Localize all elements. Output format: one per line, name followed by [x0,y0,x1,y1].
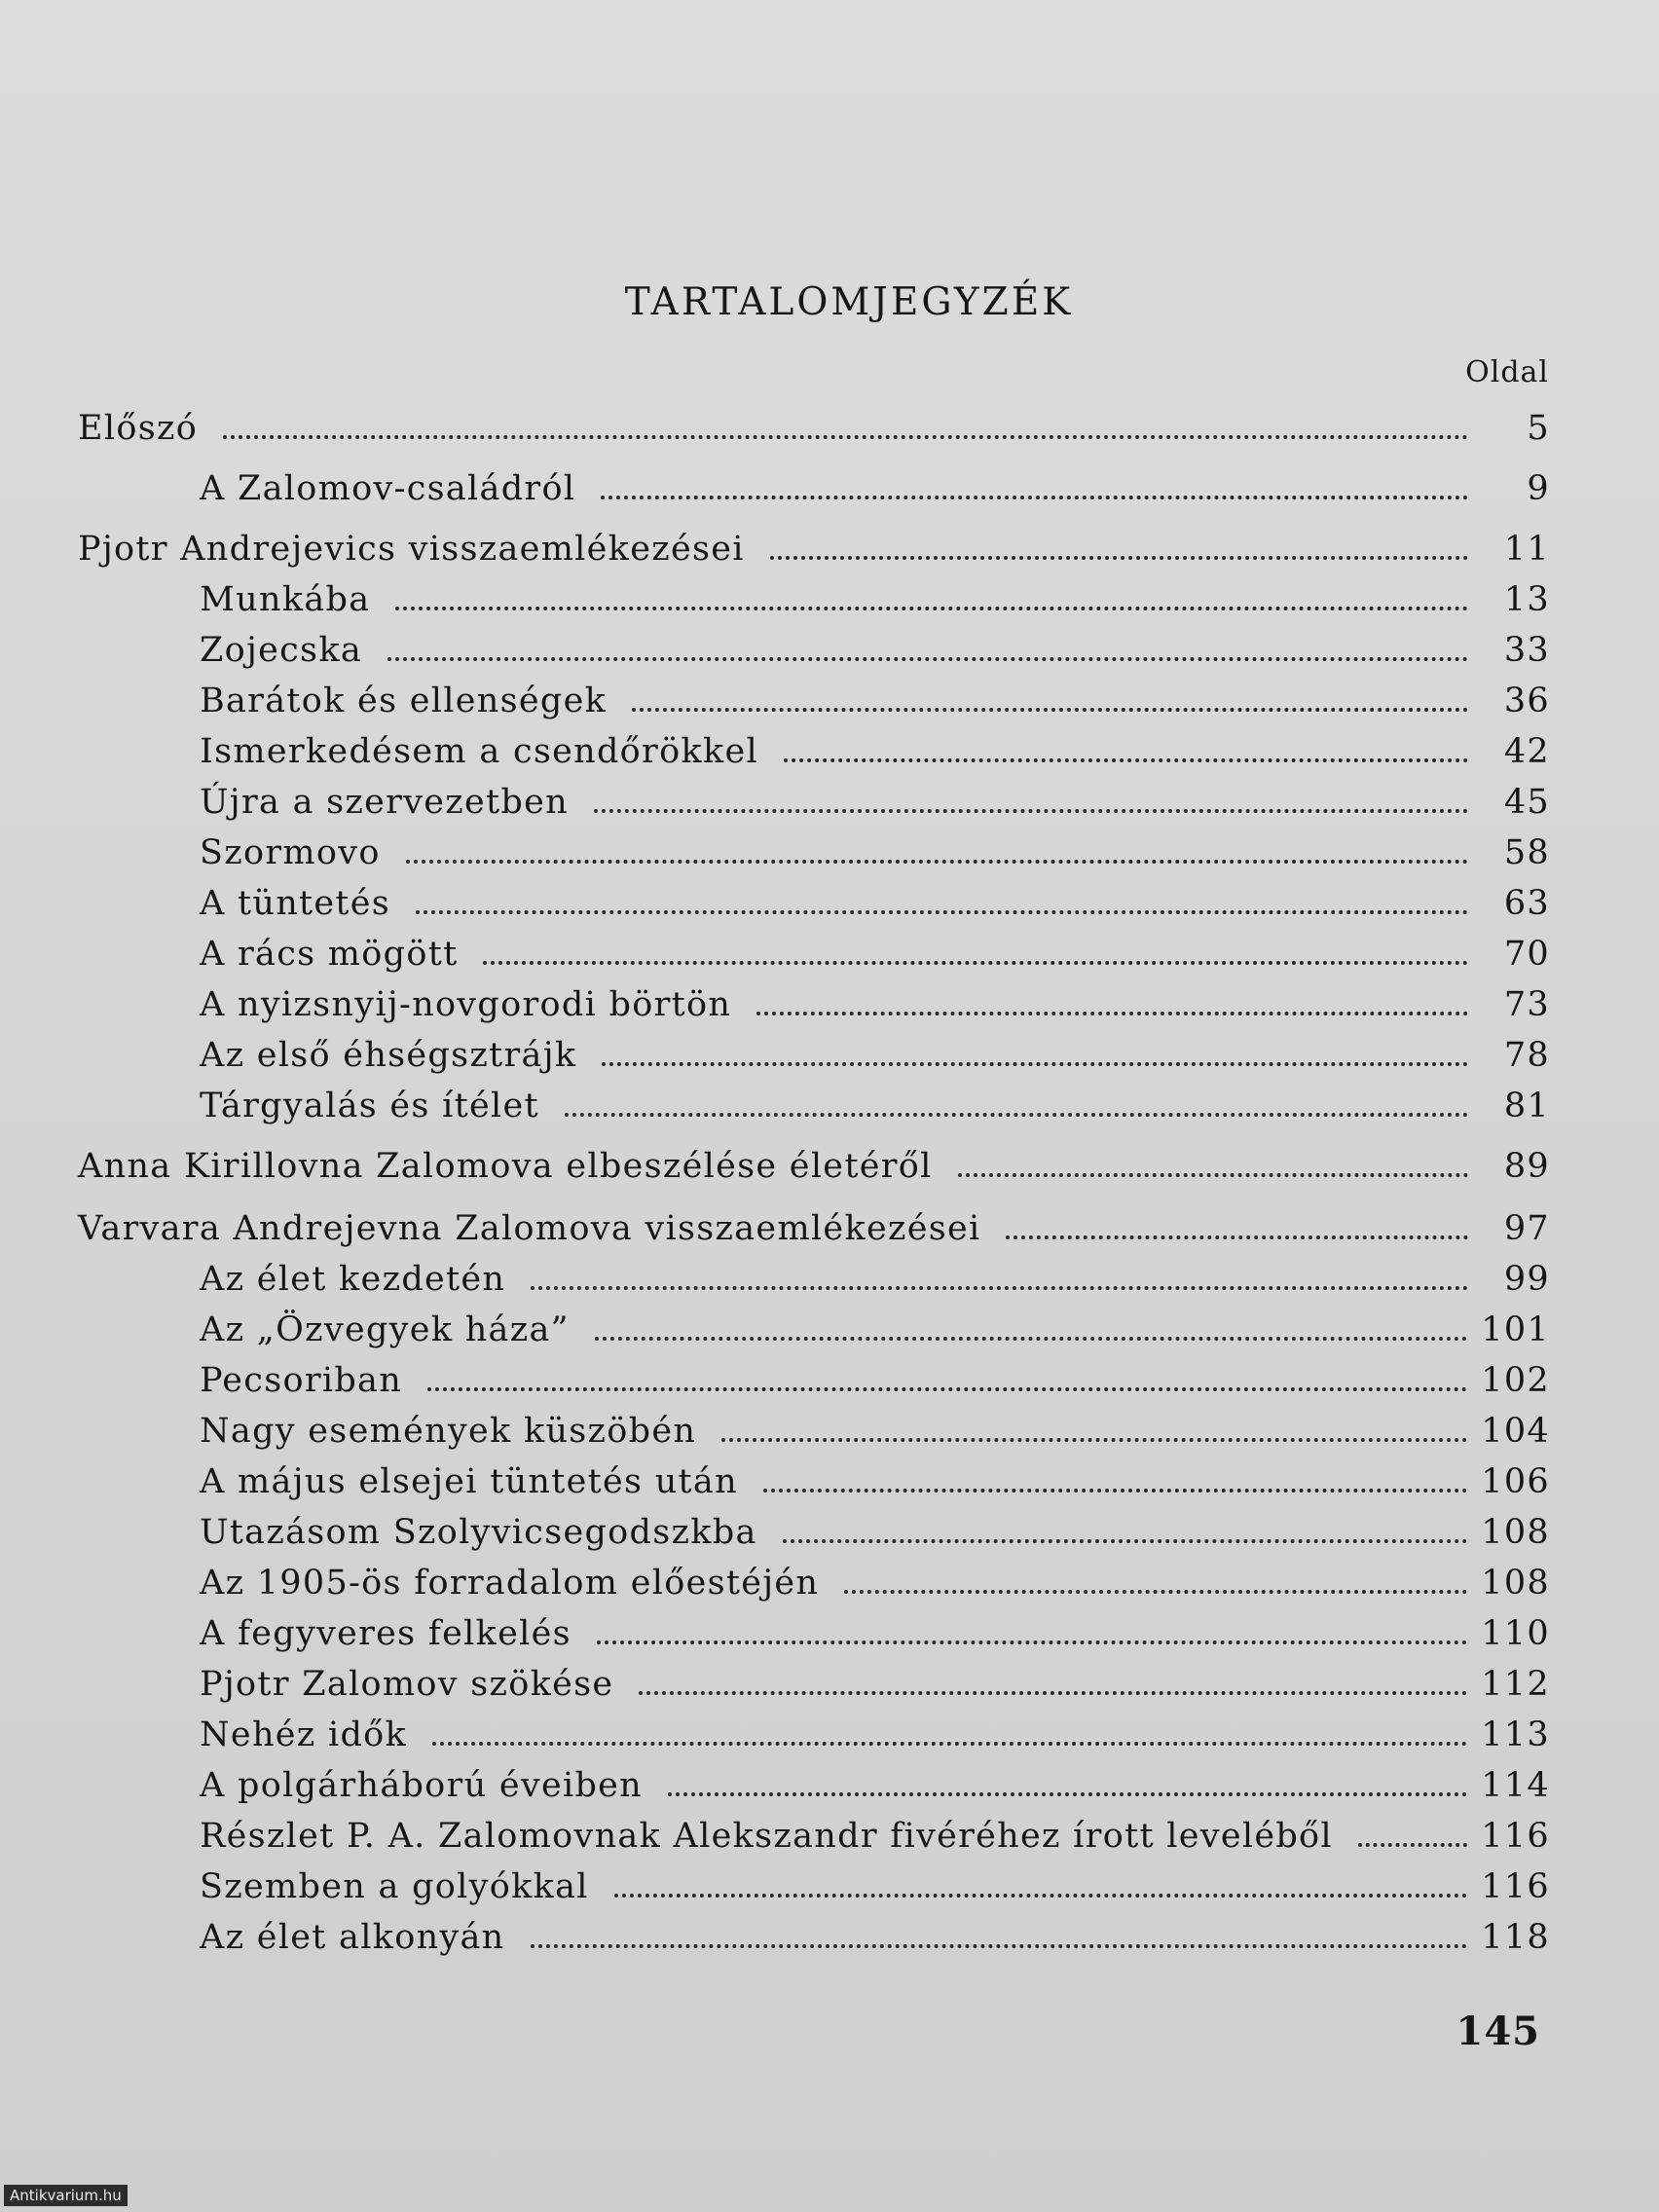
toc-entry [78,1817,1550,1856]
toc-entry [78,631,1550,670]
toc-entry-page: 36 [1503,682,1550,720]
toc-entry-title: Pjotr Andrejevics visszaemlékezései [78,530,745,569]
page-column-header: Oldal [1465,355,1549,389]
toc-entry-title: Zojecska [200,631,362,670]
toc-entry-page: 110 [1481,1614,1550,1653]
toc-entry-title: Az „Özvegyek háza” [200,1310,570,1349]
dot-leader [1006,1235,1468,1239]
dot-leader [1358,1843,1467,1847]
dot-leader [784,758,1468,762]
dot-leader [632,708,1468,712]
toc-entry [78,884,1550,923]
toc-entry [78,409,1550,448]
toc-entry-page: 112 [1481,1665,1550,1704]
dot-leader [531,1944,1468,1948]
dot-leader [395,607,1468,610]
dot-leader [416,910,1468,914]
toc-entry-title: Ismerkedésem a csendőrökkel [200,732,758,771]
toc-entry [78,1087,1550,1125]
dot-leader [601,496,1468,499]
toc-entry-title: Munkába [200,580,371,619]
toc-entry [78,1715,1550,1754]
toc-entry-page: 116 [1481,1867,1550,1906]
toc-entry [78,833,1550,872]
toc-entry-page: 5 [1527,409,1550,448]
watermark: Antikvarium.hu [4,2185,128,2206]
toc-entry-title: A rács mögött [200,935,459,974]
toc-entry [78,1867,1550,1906]
toc-entry-page: 118 [1481,1918,1550,1957]
dot-leader [602,1062,1468,1066]
toc-entry-page: 116 [1481,1817,1550,1856]
toc-entry-title: Az élet alkonyán [200,1918,505,1957]
toc-entry-page: 58 [1503,833,1550,872]
toc-entry-title: Pjotr Zalomov szökése [200,1665,614,1704]
toc-entry [78,783,1550,822]
toc-entry [78,682,1550,720]
toc-entry-title: Előszó [78,409,199,448]
toc-entry [78,1462,1550,1501]
toc-entry-page: 81 [1503,1087,1550,1125]
toc-entry [78,1766,1550,1805]
toc-entry-page: 97 [1503,1209,1550,1248]
toc-entry-title: Az 1905-ös forradalom előestéjén [200,1564,820,1603]
toc-entry-title: A polgárháború éveiben [200,1766,644,1805]
toc-entry-title: Nehéz idők [200,1715,408,1754]
toc-entry-page: 13 [1503,580,1550,619]
dot-leader [594,809,1468,813]
toc-entry-page: 108 [1481,1513,1550,1552]
toc-entry [78,580,1550,619]
toc-entry-page: 89 [1503,1147,1550,1186]
toc-entry-title: A Zalomov-családról [200,469,576,508]
page-number: 145 [1456,2009,1540,2054]
toc-entry-page: 108 [1481,1564,1550,1603]
toc-entry-page: 73 [1503,985,1550,1024]
toc-entry [78,1147,1550,1186]
toc-entry-title: Anna Kirillovna Zalomova elbeszélése életéről [78,1147,933,1186]
toc-entry-title: A május elsejei tüntetés után [200,1462,738,1501]
toc-entry [78,1614,1550,1653]
toc-entry-title: Utazásom Szolyvicsegodszkba [200,1513,757,1552]
dot-leader [639,1691,1467,1695]
dot-leader [844,1590,1467,1594]
toc-entry-page: 33 [1503,631,1550,670]
toc-entry-page: 42 [1503,732,1550,771]
toc-entry-title: A fegyveres felkelés [200,1614,571,1653]
dot-leader [531,1286,1468,1290]
toc-entry-title: Barátok és ellenségek [200,682,608,720]
toc-entry-title: Az első éhségsztrájk [200,1036,577,1075]
toc-entry-title: A nyizsnyij-novgorodi börtön [200,985,732,1024]
toc-entry-title: Szemben a golyókkal [200,1867,589,1906]
dot-leader [427,1387,1467,1391]
toc-entry-page: 113 [1481,1715,1550,1754]
toc-entry [78,1361,1550,1400]
toc-entry-page: 102 [1481,1361,1550,1400]
toc-entry-page: 114 [1481,1766,1550,1805]
toc-entry-title: Újra a szervezetben [200,783,569,822]
toc-entry [78,1564,1550,1603]
dot-leader [565,1113,1468,1117]
dot-leader [614,1894,1467,1898]
dot-leader [763,1489,1467,1493]
toc-entry-title: Nagy események küszöbén [200,1412,697,1451]
toc-entry-title: Tárgyalás és ítélet [200,1087,539,1125]
toc-entry [78,985,1550,1024]
dot-leader [432,1742,1467,1746]
dot-leader [595,1337,1467,1341]
dot-leader [770,556,1468,560]
dot-leader [783,1539,1468,1543]
toc-entry [78,530,1550,569]
dot-leader [958,1173,1468,1177]
toc-entry-page: 101 [1481,1310,1550,1349]
dot-leader [756,1012,1468,1015]
toc-entry-page: 63 [1503,884,1550,923]
toc-entry [78,1513,1550,1552]
toc-entry-title: Varvara Andrejevna Zalomova visszaemlékezései [78,1209,981,1248]
toc-entry [78,1918,1550,1957]
toc-entry-page: 11 [1503,530,1550,569]
toc-entry [78,1412,1550,1451]
toc-entry [78,469,1550,508]
toc-entry [78,1209,1550,1248]
dot-leader [406,860,1468,864]
toc-entry-page: 70 [1503,935,1550,974]
toc-entry-title: Az élet kezdetén [200,1260,506,1299]
toc-entry [78,1260,1550,1299]
toc-entry-title: Pecsoriban [200,1361,403,1400]
toc-entry [78,732,1550,771]
toc-entry-page: 78 [1503,1036,1550,1075]
toc-entry-title: A tüntetés [200,884,391,923]
dot-leader [721,1438,1467,1442]
dot-leader [597,1641,1467,1644]
toc-entry-page: 99 [1503,1260,1550,1299]
toc-entry-page: 104 [1481,1412,1550,1451]
toc-entry-page: 45 [1503,783,1550,822]
toc-entry [78,1036,1550,1075]
toc-entry-title: Szormovo [200,833,381,872]
toc-entry [78,1310,1550,1349]
dot-leader [223,435,1468,439]
dot-leader [387,657,1468,661]
toc-entry-page: 106 [1481,1462,1550,1501]
page-title: TARTALOMJEGYZÉK [624,280,1074,324]
toc-entry [78,935,1550,974]
toc-entry [78,1665,1550,1704]
toc-entry-title: Részlet P. A. Zalomovnak Alekszandr fivéréhez írott leveléből [200,1817,1333,1856]
dot-leader [483,961,1468,965]
toc-entry-page: 9 [1527,469,1550,508]
dot-leader [668,1792,1467,1796]
